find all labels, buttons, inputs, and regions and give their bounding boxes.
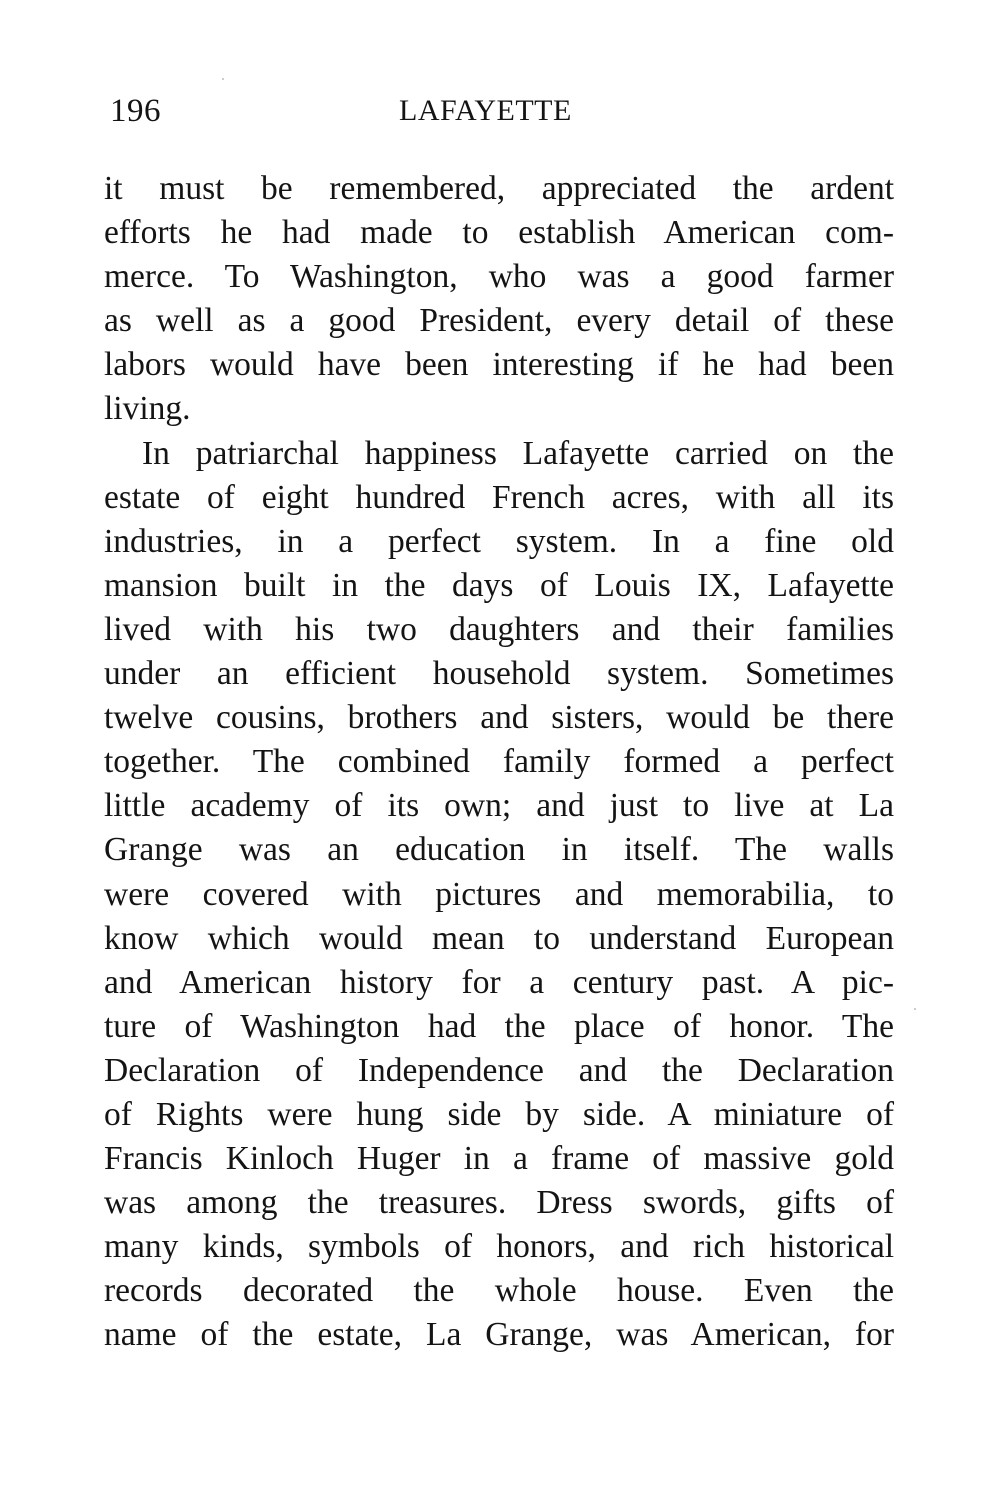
body-text <box>104 167 894 1358</box>
text-line: estate of eight hundred French acres, with all its <box>104 478 894 516</box>
paper-speck <box>914 1008 916 1010</box>
text-line: merce. To Washington, who was a good farmer <box>104 258 894 296</box>
text-line: many kinds, symbols of honors, and rich historical <box>104 1228 894 1266</box>
paragraph-2 <box>104 432 894 1358</box>
text-line: were covered with pictures and memorabilia, to <box>104 875 894 913</box>
page-number: 196 <box>110 93 161 129</box>
text-line: mansion built in the days of Louis IX, Lafayette <box>104 566 894 604</box>
text-line: know which would mean to understand European <box>104 919 894 957</box>
text-line: of Rights were hung side by side. A miniature of <box>104 1095 894 1133</box>
running-header <box>104 88 894 134</box>
text-line: In patriarchal happiness Lafayette carried on the <box>142 434 894 472</box>
running-title: LAFAYETTE <box>399 94 572 127</box>
text-line: living. <box>104 390 191 428</box>
text-line: was among the treasures. Dress swords, gifts of <box>104 1184 894 1222</box>
text-line: Francis Kinloch Huger in a frame of massive gold <box>104 1140 894 1178</box>
text-line: twelve cousins, brothers and sisters, would be there <box>104 699 894 737</box>
paper-speck <box>222 78 224 80</box>
text-line: records decorated the whole house. Even the <box>104 1272 894 1310</box>
text-line: efforts he had made to establish American com- <box>104 214 894 252</box>
text-line: and American history for a century past. A pic- <box>104 963 894 1001</box>
text-line: it must be remembered, appreciated the ardent <box>104 170 894 207</box>
paragraph-1 <box>104 167 894 432</box>
text-line: Declaration of Independence and the Declaration <box>104 1051 894 1089</box>
text-line: little academy of its own; and just to live at La <box>104 787 894 825</box>
text-line: as well as a good President, every detail of these <box>104 302 894 340</box>
text-line: labors would have been interesting if he had been <box>104 346 894 384</box>
text-line: Grange was an education in itself. The walls <box>104 831 894 869</box>
text-line: lived with his two daughters and their families <box>104 610 894 648</box>
text-line: together. The combined family formed a perfect <box>104 743 894 781</box>
text-line: industries, in a perfect system. In a fine old <box>104 522 894 560</box>
text-line: name of the estate, La Grange, was American, for <box>104 1316 894 1354</box>
text-line: ture of Washington had the place of honor. The <box>104 1007 894 1045</box>
text-line: under an efficient household system. Sometimes <box>104 655 894 693</box>
